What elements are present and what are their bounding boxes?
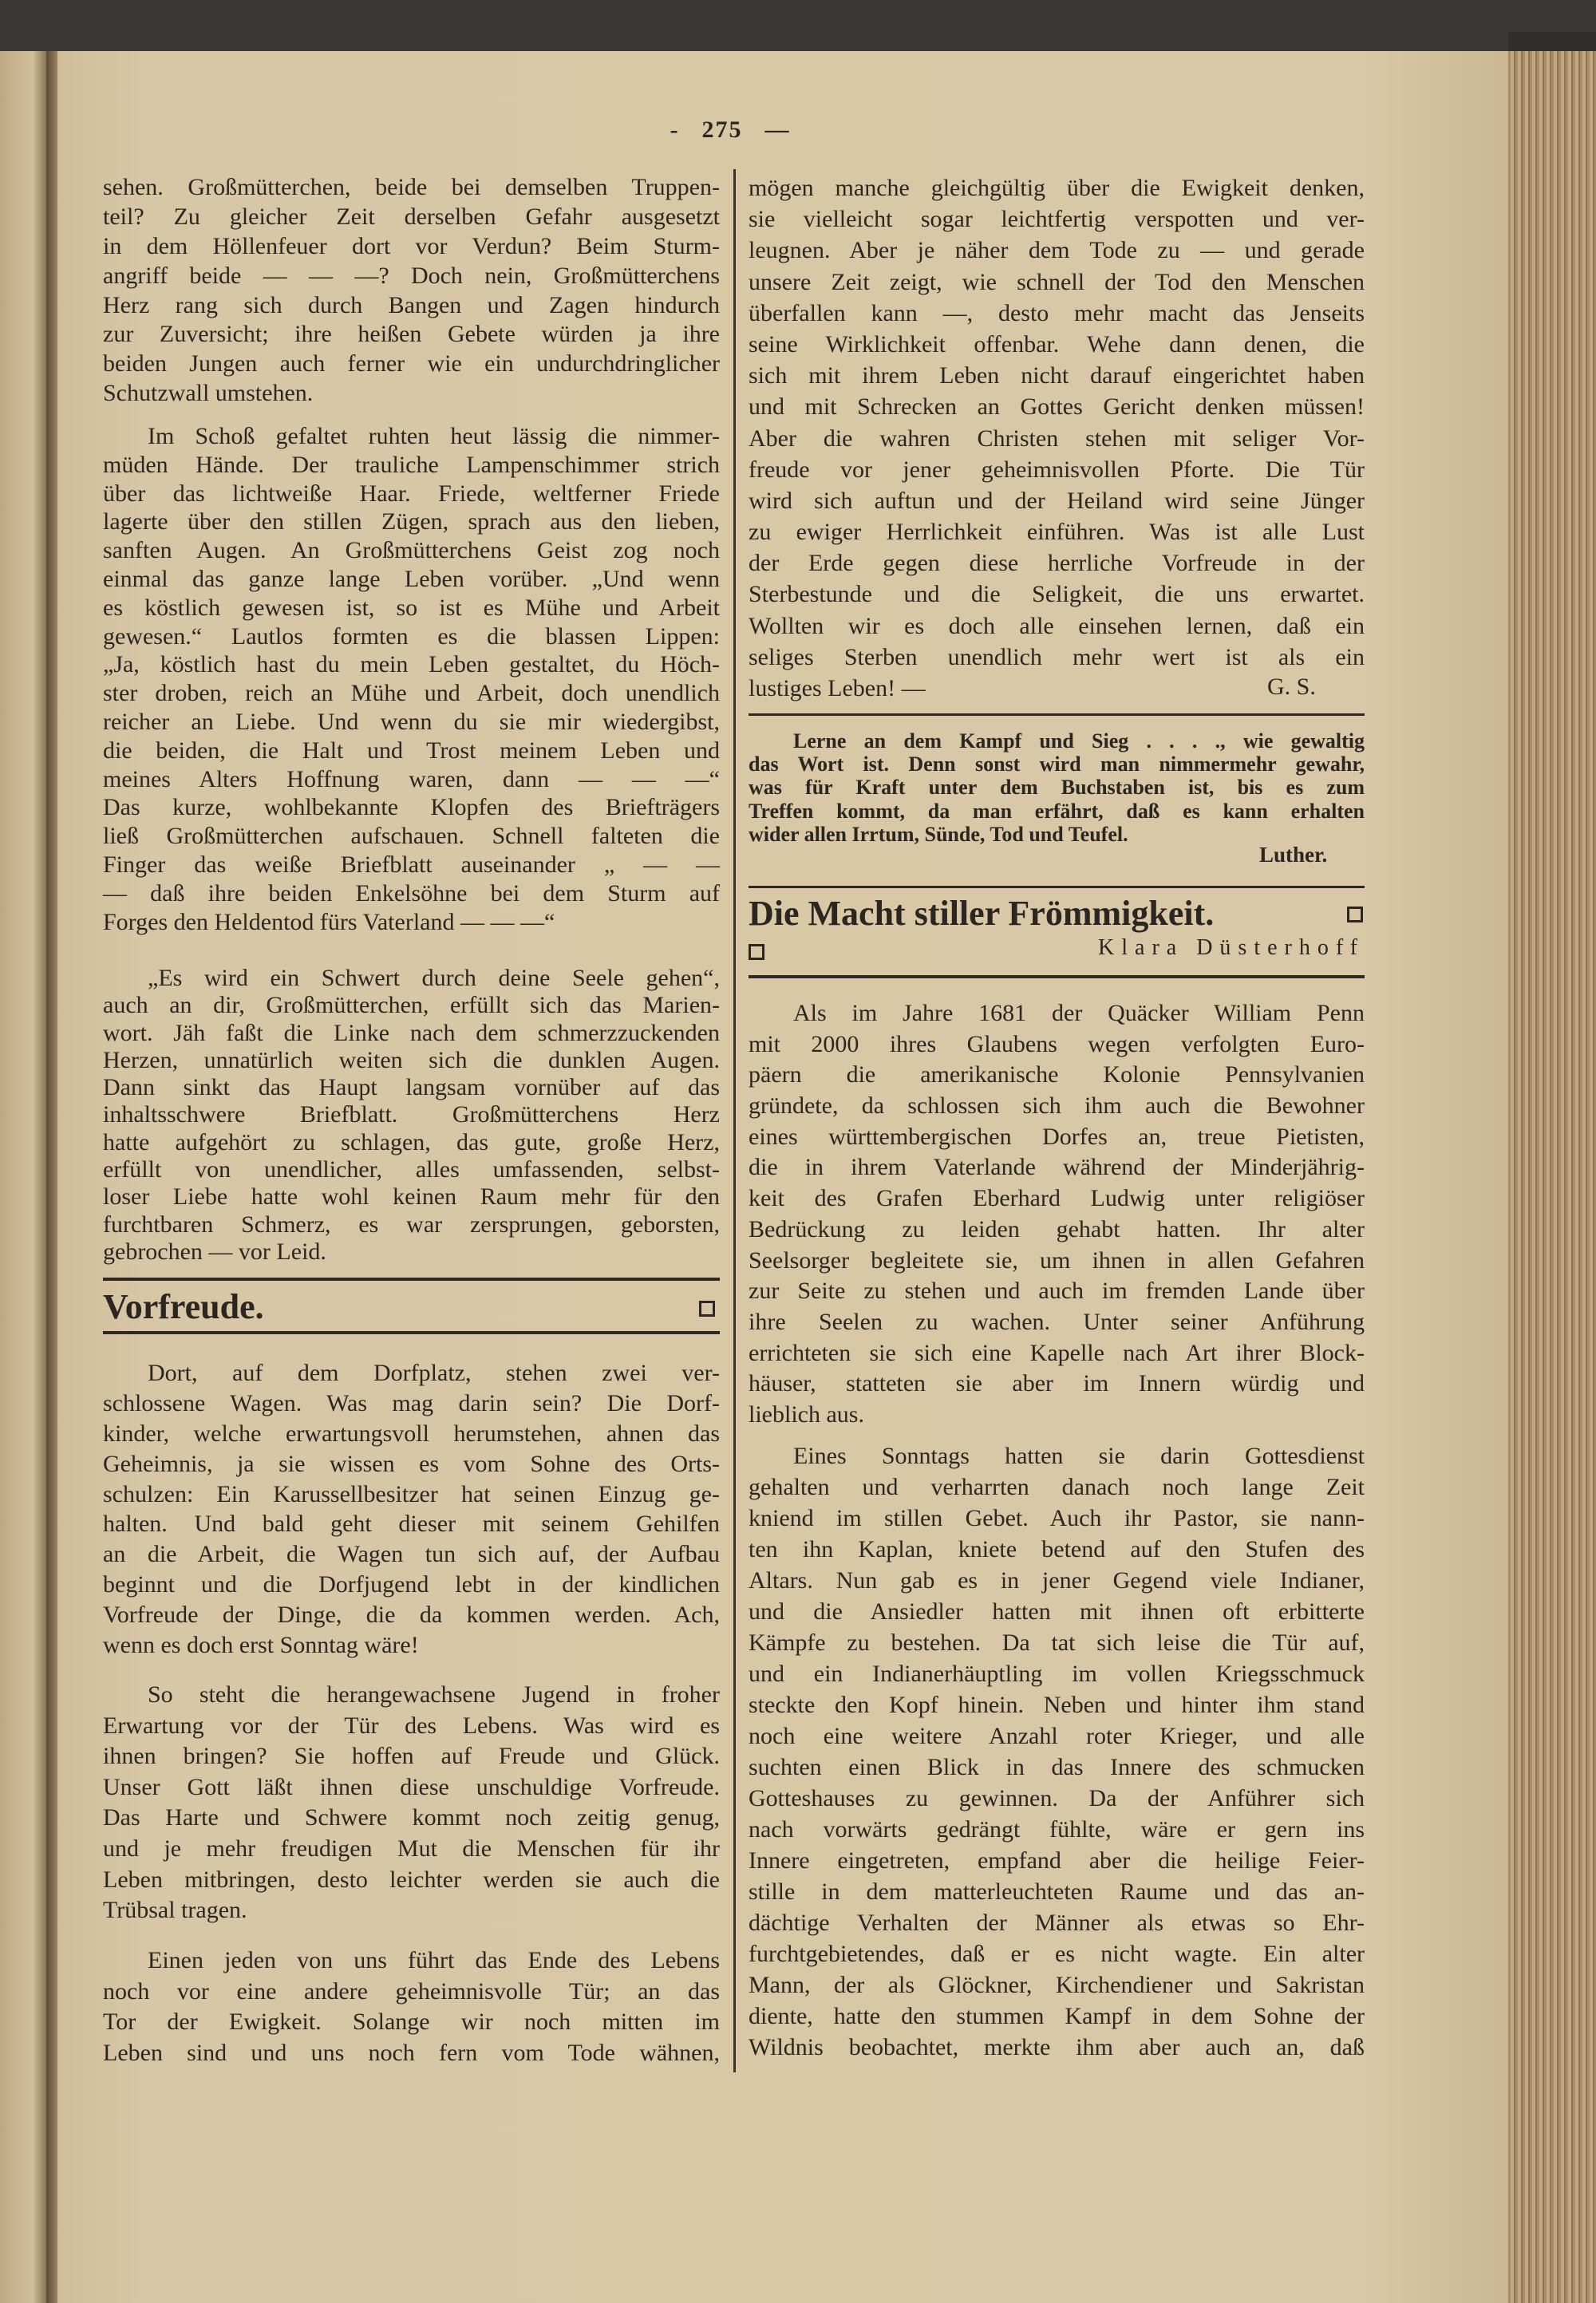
- text-line: müden Hände. Der trauliche Lampenschimmer strich: [103, 451, 720, 478]
- text-line: gewesen.“ Lautlos formten es die blassen Lippen:: [103, 622, 720, 650]
- article-author: Klara Düsterhoff: [1098, 935, 1365, 960]
- text-line: das Wort ist. Denn sonst wird man nimmermehr gewahr,: [749, 753, 1365, 776]
- text-line: Altars. Nun gab es in jener Gegend viele Indianer,: [749, 1567, 1365, 1594]
- text-line: häuser, statteten sie aber im Innern würdig und: [749, 1370, 1365, 1397]
- section-heading: Vorfreude.: [103, 1287, 264, 1326]
- text-line: Unser Gott läßt ihnen diese unschuldige Vorfreude.: [103, 1773, 720, 1800]
- text-line: halten. Und bald geht dieser mit seinem Gehilfen: [103, 1511, 720, 1538]
- text-line: wort. Jäh faßt die Linke nach dem schmerzzuckenden: [103, 1019, 720, 1046]
- square-ornament-icon: [699, 1301, 715, 1317]
- text-line: mögen manche gleichgültig über die Ewigkeit denken,: [749, 175, 1365, 201]
- text-line: die in ihrem Vaterlande während der Minderjährig-: [749, 1154, 1365, 1181]
- text-line: und mit Schrecken an Gottes Gericht denken müssen!: [749, 393, 1365, 421]
- text-line: sich mit ihrem Leben nicht darauf eingerichtet haben: [749, 362, 1365, 389]
- text-line: sanften Augen. An Großmütterchens Geist zog noch: [103, 537, 720, 564]
- text-line: Das Harte und Schwere kommt noch zeitig genug,: [103, 1804, 720, 1831]
- text-line: errichteten sie sich eine Kapelle nach Art ihrer Block-: [749, 1339, 1365, 1366]
- text-line: lieblich aus.: [749, 1400, 864, 1428]
- text-line: Gotteshauses zu gewinnen. Da der Anführer sich: [749, 1785, 1365, 1811]
- text-line: teil? Zu gleicher Zeit derselben Gefahr ausgesetzt: [103, 203, 720, 230]
- text-line: lagerte über den stillen Zügen, sprach aus den lieben,: [103, 508, 720, 535]
- facing-page-edge: [0, 51, 46, 2303]
- text-line: seine Wirklichkeit offenbar. Wehe dann denen, die: [749, 330, 1365, 357]
- text-line: keit des Grafen Eberhard Ludwig unter religiöser: [749, 1185, 1365, 1212]
- paragraph: [103, 1680, 720, 1926]
- text-line: einmal das ganze lange Leben vorüber. „Und wenn: [103, 565, 720, 592]
- text-line: und ein Indianerhäuptling im vollen Kriegsschmuck: [749, 1661, 1365, 1687]
- text-line: zur Zuversicht; ihre heißen Gebete würden ja ihre: [103, 321, 720, 348]
- text-line: päern die amerikanische Kolonie Pennsylvanien: [749, 1061, 1365, 1088]
- text-line: Dort, auf dem Dorfplatz, stehen zwei ver-: [148, 1360, 720, 1386]
- text-line: ihre Seelen zu wachen. Unter seiner Anführung: [749, 1308, 1365, 1335]
- text-line: noch eine weitere Anzahl roter Krieger, und alle: [749, 1723, 1365, 1749]
- text-line: ten ihn Kaplan, kniete betend auf den Stufen des: [749, 1536, 1365, 1562]
- text-line: schulzen: Ein Karussellbesitzer hat seinen Einzug ge-: [103, 1480, 720, 1507]
- paragraph: [103, 965, 720, 1266]
- text-line: ster droben, reich an Mühe und Arbeit, doch unendlich: [103, 680, 720, 707]
- text-line: unsere Zeit zeigt, wie schnell der Tod den Menschen: [749, 268, 1365, 295]
- text-line: Vorfreude der Dinge, die da kommen werden. Ach,: [103, 1602, 720, 1629]
- text-line: Leben sind und uns noch fern vom Tode wähnen,: [103, 2039, 720, 2066]
- text-line: gehalten und verharrten danach noch lange Zeit: [749, 1474, 1365, 1500]
- text-line: suchten einen Blick in das Innere des schmucken: [749, 1754, 1365, 1780]
- text-line: „Es wird ein Schwert durch deine Seele gehen“,: [148, 965, 720, 991]
- text-line: Das kurze, wohlbekannte Klopfen des Briefträgers: [103, 794, 720, 821]
- square-ornament-icon: [749, 944, 764, 960]
- text-line: furchtbaren Schmerz, es war zersprungen, geborsten,: [103, 1211, 720, 1238]
- text-line: Dann sinkt das Haupt langsam vornüber auf das: [103, 1074, 720, 1101]
- text-line: reicher an Liebe. Und wenn du sie mir wiedergibst,: [103, 708, 720, 735]
- text-line: Innere eingetreten, empfand aber die heilige Feier-: [749, 1847, 1365, 1874]
- text-line: hatte aufgehört zu schlagen, das gute, große Herz,: [103, 1128, 720, 1155]
- text-line: überfallen kann —, desto mehr macht das Jenseits: [749, 299, 1365, 326]
- text-line: noch vor eine andere geheimnisvolle Tür; an das: [103, 1977, 720, 2005]
- text-line: furchtgebietendes, daß er es nicht wagte. Ein alter: [749, 1941, 1365, 1967]
- section-rule: [749, 713, 1365, 716]
- text-line: Leben mitbringen, desto leichter werden sie auch die: [103, 1866, 720, 1893]
- page-number-value: 275: [701, 117, 743, 143]
- section-rule: [103, 1331, 720, 1334]
- text-line: sehen. Großmütterchen, beide bei demselben Truppen-: [103, 174, 720, 200]
- text-line: Seelsorger begleitete sie, um ihnen in allen Gefahren: [749, 1246, 1365, 1274]
- text-line: nach vorwärts gedrängt fühlte, wäre er gern ins: [749, 1816, 1365, 1843]
- text-line: wenn es doch erst Sonntag wäre!: [103, 1632, 419, 1659]
- text-line: Herzen, unnatürlich weiten sich die dunklen Augen.: [103, 1046, 720, 1073]
- section-rule: [749, 975, 1365, 978]
- text-line: ihnen bringen? Sie hoffen auf Freude und Glück.: [103, 1743, 720, 1770]
- page-number-dash: —: [764, 117, 791, 143]
- text-line: Finger das weiße Briefblatt auseinander „ — —: [103, 851, 720, 878]
- text-line: gebrochen — vor Leid.: [103, 1238, 326, 1265]
- text-line: und je mehr freudigen Mut die Menschen für ihr: [103, 1835, 720, 1862]
- signature: G. S.: [1267, 674, 1316, 700]
- text-line: was für Kraft unter dem Buchstaben ist, bis es zum: [749, 776, 1365, 800]
- text-line: loser Liebe hatte wohl keinen Raum mehr für den: [103, 1183, 720, 1211]
- text-line: freude vor jener geheimnisvollen Pforte. Die Tür: [749, 456, 1365, 483]
- text-line: „Ja, köstlich hast du mein Leben gestaltet, du Höch-: [103, 651, 720, 678]
- text-line: erfüllt von unendlicher, alles umfassenden, selbst-: [103, 1156, 720, 1183]
- paragraph: [749, 1440, 1365, 2063]
- text-line: Lerne an dem Kampf und Sieg . . . ., wie gewaltig: [793, 729, 1365, 753]
- text-line: inhaltsschwere Briefblatt. Großmütterchens Herz: [103, 1101, 720, 1128]
- text-line: dächtige Verhalten der Männer als etwas so Ehr-: [749, 1910, 1365, 1936]
- text-line: beiden Jungen auch ferner wie ein undurchdringlicher: [103, 350, 720, 377]
- text-line: zur Seite zu stehen und auch im fremden Lande über: [749, 1278, 1365, 1305]
- text-line: der Erde gegen diese herrliche Vorfreude in der: [749, 550, 1365, 577]
- book-gutter: [46, 51, 57, 2303]
- scan-background: [0, 0, 1596, 51]
- text-line: die beiden, die Halt und Trost meinem Leben und: [103, 737, 720, 764]
- text-line: Treffen kommt, da man erfährt, daß es kann erhalten: [749, 799, 1365, 823]
- page-stack-edges: [1508, 51, 1596, 2303]
- text-line: diente, hatte den stummen Kampf in dem Sohne der: [749, 2003, 1365, 2029]
- paragraph: [103, 173, 720, 409]
- text-line: leugnen. Aber je näher dem Tode zu — und gerade: [749, 237, 1365, 264]
- text-line: Als im Jahre 1681 der Quäcker William Penn: [793, 1000, 1365, 1026]
- text-line: Kämpfe zu bestehen. Da tat sich leise die Tür auf,: [749, 1629, 1365, 1656]
- section-rule: [749, 886, 1365, 888]
- text-line: schlossene Wagen. Was mag darin sein? Die Dorf-: [103, 1389, 720, 1416]
- text-line: angriff beide — — —? Doch nein, Großmütterchens: [103, 262, 720, 289]
- text-line: ließ Großmütterchen aufschauen. Schnell falteten die: [103, 823, 720, 850]
- text-line: Trübsal tragen.: [103, 1897, 247, 1924]
- quote-attribution: Luther.: [1259, 843, 1328, 867]
- text-line: Einen jeden von uns führt das Ende des Lebens: [148, 1947, 720, 1973]
- text-line: kniend im stillen Gebet. Auch ihr Pastor, sie nann-: [749, 1505, 1365, 1531]
- text-line: Tor der Ewigkeit. Solange wir noch mitten im: [103, 2009, 720, 2036]
- paragraph: [103, 1946, 720, 2068]
- text-line: und die Ansiedler hatten mit ihnen oft erbitterte: [749, 1598, 1365, 1625]
- text-line: meines Alters Hoffnung waren, dann — — —“: [103, 765, 720, 792]
- text-line: Schutzwall umstehen.: [103, 380, 314, 407]
- text-line: zu ewiger Herrlichkeit einführen. Was ist alle Lust: [749, 519, 1365, 546]
- paragraph: [749, 172, 1365, 704]
- text-line: Forges den Heldentod fürs Vaterland — — —“: [103, 908, 555, 935]
- page-number-dash: -: [670, 117, 680, 143]
- text-line: kinder, welche erwartungsvoll herumstehen, ahnen das: [103, 1420, 720, 1447]
- text-line: Mann, der als Glöckner, Kirchendiener und Sakristan: [749, 1972, 1365, 1998]
- text-line: Eines Sonntags hatten sie darin Gottesdienst: [793, 1443, 1365, 1469]
- text-line: Aber die wahren Christen stehen mit seliger Vor-: [749, 425, 1365, 452]
- paragraph: [103, 422, 720, 936]
- text-line: es köstlich gewesen ist, so ist es Mühe und Arbeit: [103, 594, 720, 621]
- text-line: Sterbestunde und die Seligkeit, die uns erwartet.: [749, 581, 1365, 608]
- page-number: [638, 117, 822, 144]
- text-line: — daß ihre beiden Enkelsöhne bei dem Sturm auf: [103, 879, 720, 907]
- text-line: Herz rang sich durch Bangen und Zagen hindurch: [103, 291, 720, 318]
- text-line: steckte den Kopf hinein. Neben und hinter ihm stand: [749, 1692, 1365, 1718]
- text-line: seliges Sterben unendlich mehr wert ist als ein: [749, 643, 1365, 670]
- text-line: Wollten wir es doch alle einsehen lernen, daß ein: [749, 612, 1365, 639]
- text-line: stille in dem matterleuchteten Raume und das an-: [749, 1878, 1365, 1905]
- paragraph: [749, 998, 1365, 1431]
- square-ornament-icon: [1347, 907, 1363, 922]
- text-line: mit 2000 ihres Glaubens wegen verfolgten Euro-: [749, 1030, 1365, 1057]
- text-line: Bedrückung zu leiden gehabt hatten. Ihr alter: [749, 1215, 1365, 1242]
- text-line: an die Arbeit, die Wagen tun sich auf, der Aufbau: [103, 1541, 720, 1568]
- section-heading: Die Macht stiller Frömmigkeit.: [749, 894, 1215, 933]
- text-line: lustiges Leben! —: [749, 675, 926, 701]
- luther-quote: [749, 729, 1365, 846]
- column-divider: [733, 169, 736, 2072]
- text-line: auch an dir, Großmütterchen, erfüllt sich das Marien-: [103, 992, 720, 1019]
- text-line: über das lichtweiße Haar. Friede, weltferner Friede: [103, 480, 720, 507]
- text-line: Im Schoß gefaltet ruhten heut lässig die nimmer-: [148, 423, 720, 449]
- text-line: eines württembergischen Dorfes an, treue Pietisten,: [749, 1123, 1365, 1150]
- text-line: Erwartung vor der Tür des Lebens. Was wird es: [103, 1712, 720, 1739]
- text-line: sie vielleicht sogar leichtfertig verspotten und ver-: [749, 206, 1365, 233]
- text-line: gründete, da schlossen sich ihm auch die Bewohner: [749, 1092, 1365, 1120]
- text-line: beginnt und die Dorfjugend lebt in der kindlichen: [103, 1571, 720, 1598]
- paragraph: [103, 1358, 720, 1661]
- text-line: wird sich auftun und der Heiland wird seine Jünger: [749, 487, 1365, 514]
- text-line: in dem Höllenfeuer dort vor Verdun? Beim Sturm-: [103, 232, 720, 259]
- text-line: wider allen Irrtum, Sünde, Tod und Teufel.: [749, 822, 1128, 846]
- section-rule: [103, 1278, 720, 1281]
- text-line: Geheimnis, ja sie wissen es vom Sohne des Orts-: [103, 1450, 720, 1477]
- text-line: So steht die herangewachsene Jugend in froher: [148, 1681, 720, 1708]
- text-line: Wildnis beobachtet, merkte ihm aber auch an, daß: [749, 2034, 1365, 2060]
